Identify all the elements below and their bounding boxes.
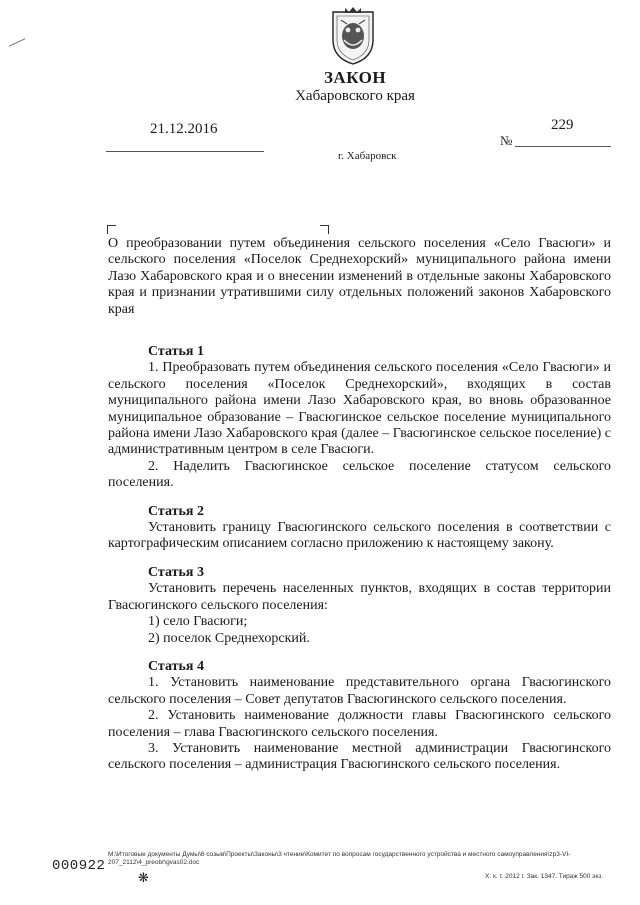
date-underline (106, 151, 264, 152)
document-subtitle: Хабаровского края (295, 88, 415, 104)
footer-print-info: Х. к. т. 2012 г. Зак. 1347. Тираж 500 экз. (485, 873, 604, 880)
article-paragraph: 3. Установить наименование местной администрации Гвасюгинского сельского поселения – администрация Гвасюгинского сельского поселения. (108, 740, 611, 773)
document-date: 21.12.2016 (150, 121, 218, 137)
document-title: ЗАКОН (323, 68, 387, 87)
article-3 (108, 565, 611, 647)
scan-mark (9, 38, 26, 47)
document-city: г. Хабаровск (338, 150, 397, 162)
articles (108, 344, 611, 786)
list-item: 1) село Гвасюги; (148, 614, 248, 630)
article-paragraph: 1. Преобразовать путем объединения сельского поселения «Село Гвасюги» и сельского поселения «Поселок Среднехорский», входящих в состав муниципального района имени Лазо Хабаровского края, во вновь образованное муниципальное образование – Гвасюгинское сельское поселение муниципального района имени Лазо Хабаровского края (далее – Гвасюгинское сельское поселение) с административным центром в селе Гвасюги. (108, 360, 611, 458)
document-number: 229 (551, 117, 574, 133)
title-bracket-right (320, 225, 329, 234)
list-item: 2) поселок Среднехорский. (148, 630, 310, 646)
coat-of-arms-icon (327, 6, 379, 66)
number-underline (515, 146, 611, 147)
number-sign: № (500, 133, 513, 148)
article-paragraph: Установить границу Гвасюгинского сельского поселения в соответствии с картографическим описанием согласно приложению к настоящему закону. (108, 520, 611, 552)
article-paragraph: Установить перечень населенных пунктов, входящих в состав территории Гвасюгинского сельского поселения: (108, 581, 611, 613)
article-heading: Статья 4 (148, 658, 204, 674)
article-paragraph: 2. Установить наименование должности главы Гвасюгинского сельского поселения – глава Гвасюгинского сельского поселения. (108, 708, 611, 740)
title-bracket-left (107, 225, 116, 234)
article-heading: Статья 1 (148, 344, 204, 359)
article-paragraph: 1. Установить наименование представительного органа Гвасюгинского сельского поселения – Совет депутатов Гвасюгинского сельского поселения. (108, 675, 611, 707)
article-4 (108, 659, 611, 774)
footer-file-path: M:\Итоговые документы Думы\6 созыв\Проекты\Законы\3 чтение\Комитет по вопросам государственного устройства и местного самоуправления\zp3-VI-207_2112\4_preobr\gvas02.doc (108, 851, 571, 866)
article-paragraph: 2. Наделить Гвасюгинское сельское поселение статусом сельского поселения. (108, 458, 611, 491)
article-1 (108, 344, 611, 492)
law-title: О преобразовании путем объединения сельского поселения «Село Гвасюги» и сельского поселения «Поселок Среднехорский» муниципального района имени Лазо Хабаровского края и о внесении изменений в отдельные законы Хабаровского края и признании утратившими силу отдельных положений законов Хабаровского края (108, 236, 611, 317)
article-heading: Статья 2 (148, 503, 204, 519)
footer-asterisk-mark: ❋ (138, 870, 149, 885)
article-heading: Статья 3 (148, 564, 204, 580)
article-2 (108, 504, 611, 553)
footer-document-code: 000922 (52, 858, 106, 874)
